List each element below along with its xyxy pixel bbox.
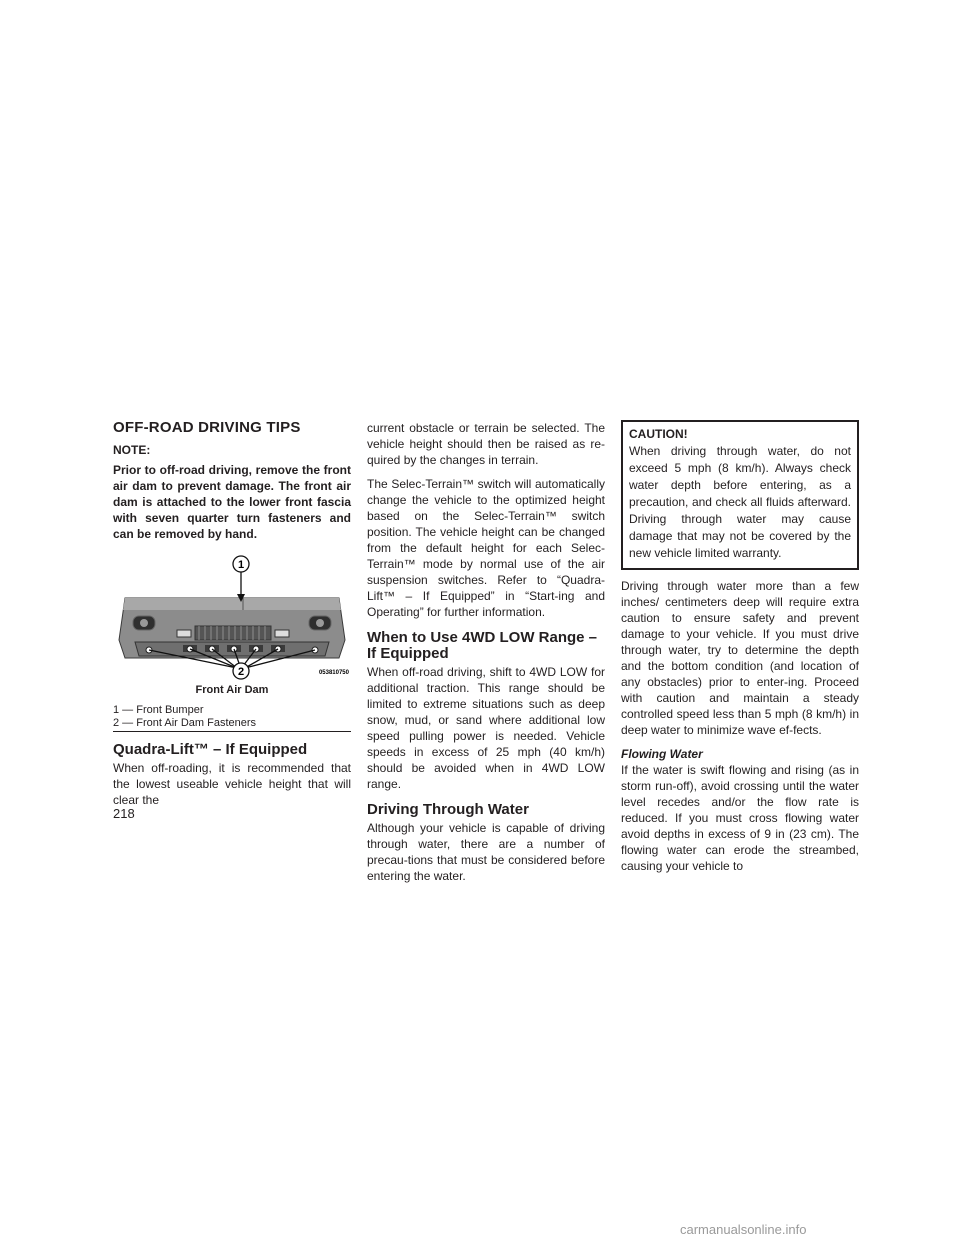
column-left bbox=[113, 420, 351, 816]
legend-item: 2 — Front Air Dam Fasteners bbox=[113, 717, 257, 729]
note-label: NOTE: bbox=[113, 443, 151, 457]
quadra-lift-heading: Quadra-Lift™ – If Equipped bbox=[113, 741, 308, 758]
caution-title: CAUTION! bbox=[629, 427, 688, 441]
callout-2-label: 2 bbox=[237, 666, 245, 678]
front-air-dam-figure bbox=[113, 550, 351, 732]
continued-text: current obstacle or terrain be selected. The vehicle height should then be raised as re-quired by the changes in terrain. bbox=[367, 421, 605, 467]
selec-terrain-text: The Selec-Terrain™ switch will automatically change the vehicle to the optimized height based on the Selec-Terrain™ switch position. The vehicle height can be changed from the default height for each Selec-Terrain™ mode by normal use of the air suspension switches. Refer to “Quadra-Lift™ – If Equipped” in “Start-ing and Operating” for further information. bbox=[367, 477, 605, 619]
callout-1-label: 1 bbox=[237, 559, 245, 571]
caution-box bbox=[621, 420, 859, 570]
column-right bbox=[621, 420, 859, 882]
flowing-water-heading: Flowing Water bbox=[621, 747, 703, 761]
note-text: Prior to off-road driving, remove the front air dam to prevent damage. The front air dam is attached to the lower front fascia with seven quarter turn fasteners and can be removed by hand. bbox=[113, 463, 351, 541]
driving-through-water-heading: Driving Through Water bbox=[367, 801, 529, 818]
caution-text: When driving through water, do not exceed 5 mph (8 km/h). Always check water depth before entering, as a precaution, and check all fluids afterward. Driving through water may cause damage that may not be covered by the new vehicle limited warranty. bbox=[629, 444, 851, 560]
quadra-lift-text: When off-roading, it is recommended that the lowest useable vehicle height that will clear the bbox=[113, 761, 351, 807]
page-number: 218 bbox=[113, 806, 135, 821]
column-middle bbox=[367, 420, 605, 892]
section-heading: OFF-ROAD DRIVING TIPS bbox=[113, 419, 301, 436]
figure-caption: Front Air Dam bbox=[195, 684, 269, 696]
flowing-water-text: If the water is swift flowing and rising (as in storm run-off), avoid crossing until the water level recedes and/or the flow rate is reduced. If you must cross flowing water avoid depths in excess of 9 in (23 cm). The flowing water can erode the streambed, causing your vehicle to bbox=[621, 763, 859, 873]
figure-legend bbox=[113, 704, 351, 732]
front-air-dam-illustration bbox=[113, 550, 351, 680]
watermark: carmanualsonline.info bbox=[680, 1222, 807, 1237]
deep-water-text: Driving through water more than a few inches/ centimeters deep will require extra caution to ensure safety and prevent damage to your vehicle. If you must drive through water, try to determine the depth and the bottom condition (and location of any obstacles) prior to enter-ing. Proceed with caution and maintain a steady controlled speed less than 5 mph (8 km/h) in deep water to minimize wave ef-fects. bbox=[621, 579, 859, 737]
driving-through-water-text: Although your vehicle is capable of driving through water, there are a number of precau-tions that must be considered before entering the water. bbox=[367, 821, 605, 883]
figure-code: 053810750 bbox=[318, 670, 349, 676]
4wd-low-text: When off-road driving, shift to 4WD LOW for additional traction. This range should be limited to extreme situations such as deep snow, mud, or sand where additional low speed pulling power is needed. Vehicle speeds in excess of 25 mph (40 km/h) should be avoided when in 4WD LOW range. bbox=[367, 665, 605, 791]
4wd-low-heading: When to Use 4WD LOW Range – If Equipped bbox=[367, 629, 598, 662]
legend-item: 1 — Front Bumper bbox=[113, 704, 204, 716]
